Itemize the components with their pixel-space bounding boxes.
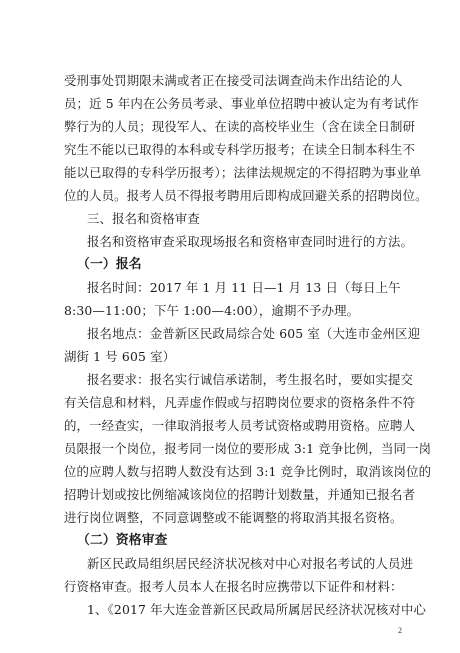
section-heading-3: 三、报名和资格审查: [87, 211, 200, 226]
requirements-line-3: 的，一经查实，一律取消报考人员考试资格或聘用资格。应聘人: [64, 418, 416, 433]
registration-place-line: 报名地点：金普新区民政局综合处 605 室（大连市金州区迎: [87, 326, 421, 341]
registration-place-address: 湖街 1 号 605 室）: [64, 349, 176, 364]
body-line-8: 报名和资格审查采取现场报名和资格审查同时进行的方法。: [87, 234, 414, 249]
requirements-line-5: 位的应聘人数与招聘人数没有达到 3:1 竞争比例时，取消该岗位的: [64, 464, 432, 479]
review-line-1: 新区民政局组织居民经济状况核对中心对报名考试的人员进: [87, 556, 414, 571]
requirements-line-6: 招聘计划或按比例缩减该岗位的招聘计划数量，并通知已报名者: [64, 487, 416, 502]
subheading-registration: （一）报名: [77, 257, 142, 272]
registration-time-line: 报名时间：2017 年 1 月 11 日—1 月 13 日（每日上午: [87, 280, 401, 295]
body-line-5: 能以已取得的专科学历报考）；法律法规规定的不得招聘为事业单: [64, 165, 422, 180]
body-line-6: 位的人员。报考人员不得报考聘用后即构成回避关系的招聘岗位。: [64, 188, 428, 203]
requirements-line-2: 有关信息和材料，凡弄虚作假或与招聘岗位要求的资格条件不符: [64, 395, 416, 410]
review-line-3: 1、《2017 年大连金普新区民政局所属居民经济状况核对中心: [87, 602, 427, 617]
page-number: 2: [398, 626, 402, 635]
requirements-line-4: 员限报一个岗位，报考同一岗位的要形成 3:1 竞争比例，当同一岗: [64, 441, 432, 456]
subheading-qualification-review: （二）资格审查: [77, 533, 168, 548]
requirements-line-1: 报名要求：报名实行诚信承诺制，考生报名时，要如实提交: [87, 372, 414, 387]
body-line-3: 弊行为的人员；现役军人、在读的高校毕业生（含在读全日制研: [64, 119, 416, 134]
body-line-1: 受刑事处罚期限未满或者正在接受司法调查尚未作出结论的人: [64, 73, 403, 88]
review-line-2: 行资格审查。报考人员本人在报名时应携带以下证件和材料：: [64, 579, 403, 594]
body-line-2: 员；近 5 年内在公务员考录、事业单位招聘中被认定为有考试作: [64, 96, 419, 111]
requirements-line-7: 进行岗位调整，不同意调整或不能调整的将取消其报名资格。: [64, 510, 403, 525]
registration-time-hours: 8:30—11:00；下午 1:00—4:00），逾期不予办理。: [64, 303, 360, 318]
body-line-4: 究生不能以已取得的本科或专科学历报考；在读全日制本科生不: [64, 142, 416, 157]
